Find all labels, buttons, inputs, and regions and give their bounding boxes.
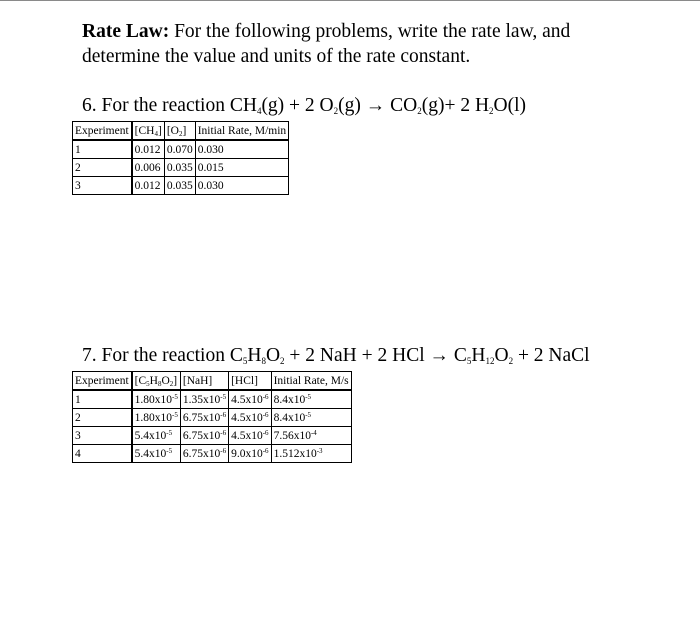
column-header: Initial Rate, M/min: [195, 122, 288, 141]
value-cell: $5.4x10^{-5}$: [132, 445, 181, 463]
heading-label: Rate Law:: [82, 21, 170, 42]
experiment-cell: 2: [73, 159, 132, 177]
problem-6-title: [82, 95, 526, 117]
value-cell: $7.56x10^{-4}$: [271, 427, 351, 445]
table-row: [73, 445, 352, 463]
table-row: [73, 177, 289, 195]
column-header: [HCl]: [229, 372, 271, 391]
table-row: [73, 140, 289, 159]
column-header: Initial Rate, M/s: [271, 372, 351, 391]
problem-6-equation: $CH_4(g) + 2$ $O_2(g) \to CO_2(g)+ 2$ $H_2O(l)$: [229, 95, 527, 116]
problem-7-table-body: [73, 372, 352, 463]
experiment-cell: 3: [73, 177, 132, 195]
problem-6-table: [72, 121, 289, 195]
table-header-row: [73, 372, 352, 391]
value-cell: 0.035: [164, 177, 195, 195]
problem-6-prefix: For the reaction: [101, 95, 225, 116]
column-header: Experiment: [73, 122, 132, 141]
column-header: $[C_5H_8O_2]$: [132, 372, 181, 391]
value-cell: 0.015: [195, 159, 288, 177]
value-cell: $1.80x10^{-5}$: [132, 390, 181, 409]
value-cell: 0.030: [195, 177, 288, 195]
heading-text: For the following problems, write the rate law, and determine the value and units of the rate constant.: [82, 21, 571, 67]
value-cell: $4.5x10^{-6}$: [229, 390, 271, 409]
column-header: $[CH_4]$: [132, 122, 165, 141]
value-cell: 0.012: [132, 177, 165, 195]
instructions-heading: [82, 19, 642, 69]
problem-7-equation: $C_5H_8O_2 + 2$ NaH + 2 HCl → $C_5H_{12}O_2 + 2$ NaCl: [229, 345, 590, 366]
problem-7-prefix: For the reaction: [101, 345, 225, 366]
value-cell: $1.80x10^{-5}$: [132, 409, 181, 427]
value-cell: $5.4x10^{-5}$: [132, 427, 181, 445]
experiment-cell: 4: [73, 445, 132, 463]
problem-7-number: 7.: [82, 345, 97, 366]
column-header: $[O_2]$: [164, 122, 195, 141]
value-cell: $1.35x10^{-5}$: [180, 390, 228, 409]
experiment-cell: 3: [73, 427, 132, 445]
experiment-cell: 1: [73, 390, 132, 409]
value-cell: $6.75x10^{-6}$: [180, 445, 228, 463]
top-border-line: [0, 0, 700, 1]
value-cell: 0.012: [132, 140, 165, 159]
column-header: [NaH]: [180, 372, 228, 391]
value-cell: $9.0x10^{-6}$: [229, 445, 271, 463]
experiment-cell: 1: [73, 140, 132, 159]
value-cell: $4.5x10^{-6}$: [229, 409, 271, 427]
value-cell: $8.4x10^{-5}$: [271, 390, 351, 409]
value-cell: 0.006: [132, 159, 165, 177]
table-row: [73, 427, 352, 445]
value-cell: $6.75x10^{-6}$: [180, 409, 228, 427]
value-cell: 0.070: [164, 140, 195, 159]
table-row: [73, 409, 352, 427]
value-cell: $1.512x10^{-3}$: [271, 445, 351, 463]
experiment-cell: 2: [73, 409, 132, 427]
problem-6-number: 6.: [82, 95, 97, 116]
value-cell: $6.75x10^{-6}$: [180, 427, 228, 445]
column-header: Experiment: [73, 372, 132, 391]
value-cell: 0.030: [195, 140, 288, 159]
table-row: [73, 159, 289, 177]
problem-7-table: [72, 371, 352, 463]
value-cell: $8.4x10^{-5}$: [271, 409, 351, 427]
problem-7-title: [82, 345, 590, 367]
value-cell: $4.5x10^{-6}$: [229, 427, 271, 445]
table-header-row: [73, 122, 289, 141]
table-row: [73, 390, 352, 409]
problem-6-table-body: [73, 122, 289, 195]
value-cell: 0.035: [164, 159, 195, 177]
